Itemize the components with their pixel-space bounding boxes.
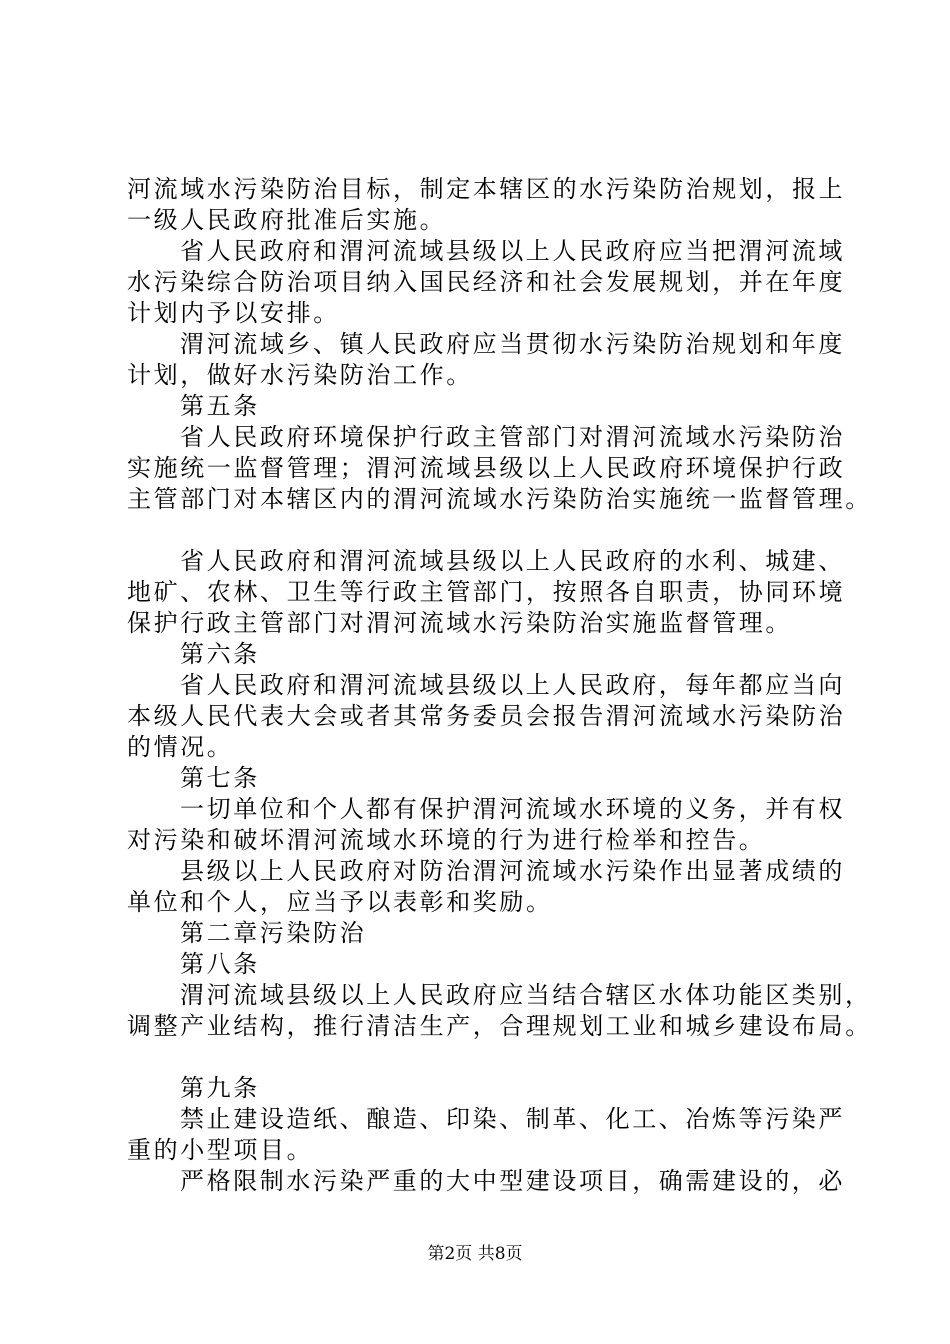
blank-line bbox=[127, 1042, 847, 1073]
text-line: 渭河流域县级以上人民政府应当结合辖区水体功能区类别， bbox=[180, 981, 872, 1009]
text-line: 第六条 bbox=[180, 640, 260, 668]
text-line: 计划内予以安排。 bbox=[127, 299, 340, 327]
text-line: 单位和个人，应当予以表彰和奖励。 bbox=[127, 888, 553, 916]
text-line: 严格限制水污染严重的大中型建设项目，确需建设的，必 bbox=[180, 1167, 845, 1195]
text-line: 实施统一监督管理；渭河流域县级以上人民政府环境保护行政 bbox=[127, 454, 846, 482]
document-body bbox=[127, 174, 872, 1197]
text-line: 本级人民代表大会或者其常务委员会报告渭河流域水污染防治 bbox=[127, 702, 846, 730]
text-line: 一级人民政府批准后实施。 bbox=[127, 206, 447, 234]
text-line: 一切单位和个人都有保护渭河流域水环境的义务，并有权 bbox=[180, 795, 845, 823]
text-line: 县级以上人民政府对防治渭河流域水污染作出显著成绩的 bbox=[180, 857, 845, 885]
text-line: 对污染和破坏渭河流域水环境的行为进行检举和控告。 bbox=[127, 826, 766, 854]
text-line: 第五条 bbox=[180, 392, 260, 420]
text-line: 省人民政府和渭河流域县级以上人民政府，每年都应当向 bbox=[180, 671, 845, 699]
text-line: 调整产业结构，推行清洁生产，合理规划工业和城乡建设布局。 bbox=[127, 1012, 872, 1040]
text-line: 河流域水污染防治目标，制定本辖区的水污染防治规划，报上 bbox=[127, 175, 846, 203]
text-line: 主管部门对本辖区内的渭河流域水污染防治实施统一监督管理。 bbox=[127, 485, 872, 513]
text-line: 第七条 bbox=[180, 764, 260, 792]
blank-line bbox=[127, 515, 847, 546]
text-line: 省人民政府环境保护行政主管部门对渭河流域水污染防治 bbox=[180, 423, 845, 451]
page-number-footer: 第2页 共8页 bbox=[427, 1244, 523, 1264]
text-line: 水污染综合防治项目纳入国民经济和社会发展规划，并在年度 bbox=[127, 268, 846, 296]
text-line: 禁止建设造纸、酿造、印染、制革、化工、冶炼等污染严 bbox=[180, 1105, 845, 1133]
text-line: 重的小型项目。 bbox=[127, 1136, 314, 1164]
text-line: 的情况。 bbox=[127, 733, 234, 761]
text-line: 保护行政主管部门对渭河流域水污染防治实施监督管理。 bbox=[127, 609, 792, 637]
text-line: 第二章污染防治 bbox=[180, 919, 367, 947]
text-line: 计划，做好水污染防治工作。 bbox=[127, 361, 473, 389]
text-line: 地矿、农林、卫生等行政主管部门，按照各自职责，协同环境 bbox=[127, 578, 846, 606]
text-line: 省人民政府和渭河流域县级以上人民政府应当把渭河流域 bbox=[180, 237, 845, 265]
text-line: 省人民政府和渭河流域县级以上人民政府的水利、城建、 bbox=[180, 547, 845, 575]
text-line: 第八条 bbox=[180, 950, 260, 978]
text-line: 第九条 bbox=[180, 1074, 260, 1102]
text-line: 渭河流域乡、镇人民政府应当贯彻水污染防治规划和年度 bbox=[180, 330, 845, 358]
